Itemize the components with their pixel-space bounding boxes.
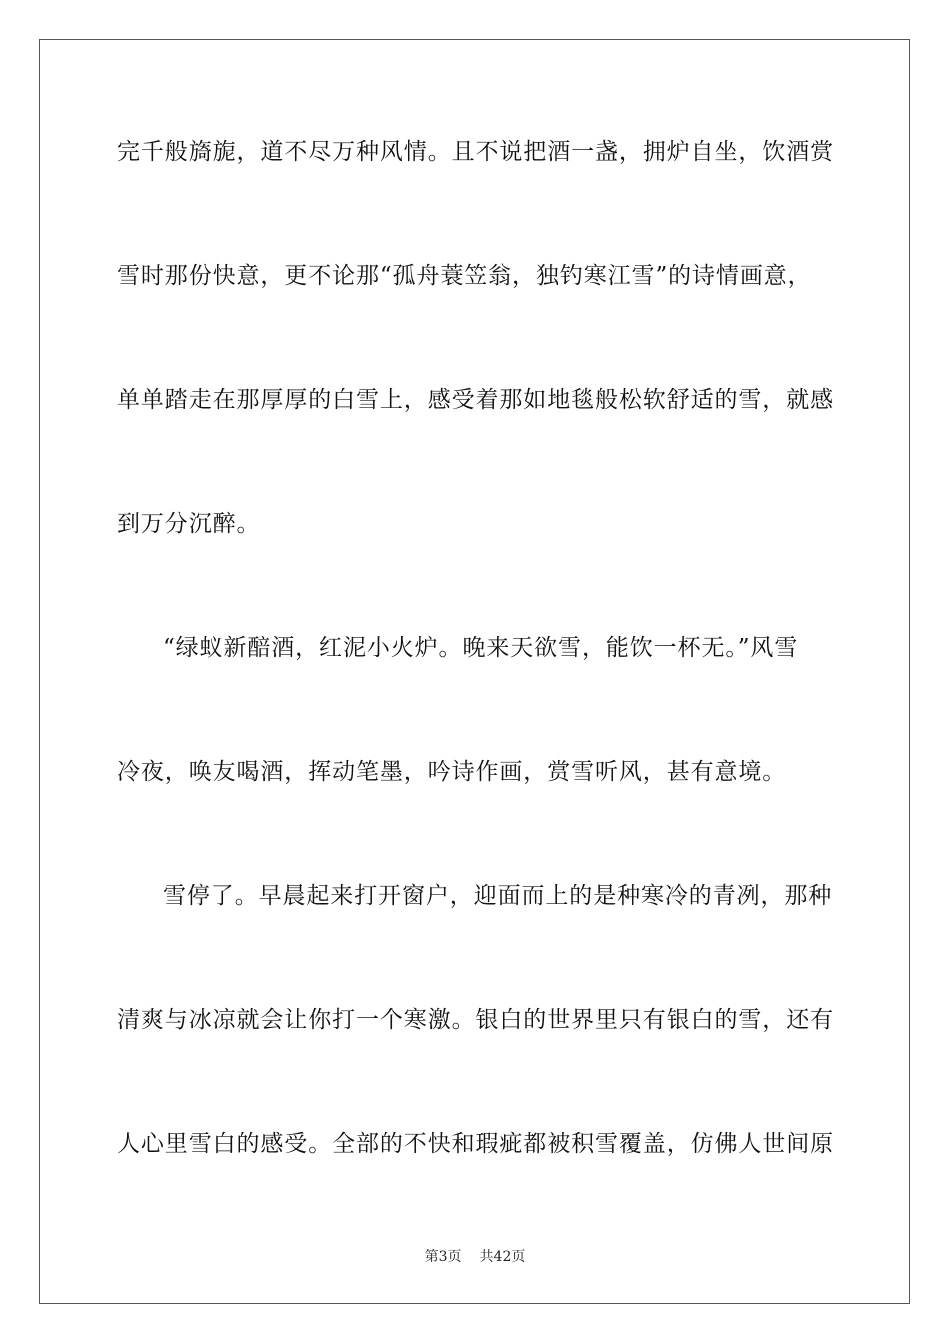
text-line: 到万分沉醉。 [117, 511, 261, 537]
page-total: 共42页 [479, 1249, 526, 1265]
text-line: 雪停了。早晨起来打开窗户，迎面而上的是种寒冷的青冽，那种 [163, 883, 833, 909]
page-number: 第3页 [424, 1249, 462, 1265]
text-line: 冷夜，唤友喝酒，挥动笔墨，吟诗作画，赏雪听风，甚有意境。 [117, 759, 787, 785]
page-footer [0, 1248, 950, 1266]
page-border [39, 39, 910, 1304]
text-line: “绿蚁新醅酒，红泥小火炉。晚来天欲雪，能饮一杯无。”风雪 [163, 635, 799, 661]
text-line: 人心里雪白的感受。全部的不快和瑕疵都被积雪覆盖，仿佛人世间原 [117, 1131, 834, 1157]
text-line: 单单踏走在那厚厚的白雪上，感受着那如地毯般松软舒适的雪，就感 [117, 387, 834, 413]
text-line: 完千般旖旎，道不尽万种风情。且不说把酒一盏，拥炉自坐，饮酒赏 [117, 139, 834, 165]
text-line: 清爽与冰凉就会让你打一个寒激。银白的世界里只有银白的雪，还有 [117, 1007, 834, 1033]
text-line: 雪时那份快意，更不论那“孤舟蓑笠翁，独钓寒江雪”的诗情画意， [117, 263, 812, 289]
